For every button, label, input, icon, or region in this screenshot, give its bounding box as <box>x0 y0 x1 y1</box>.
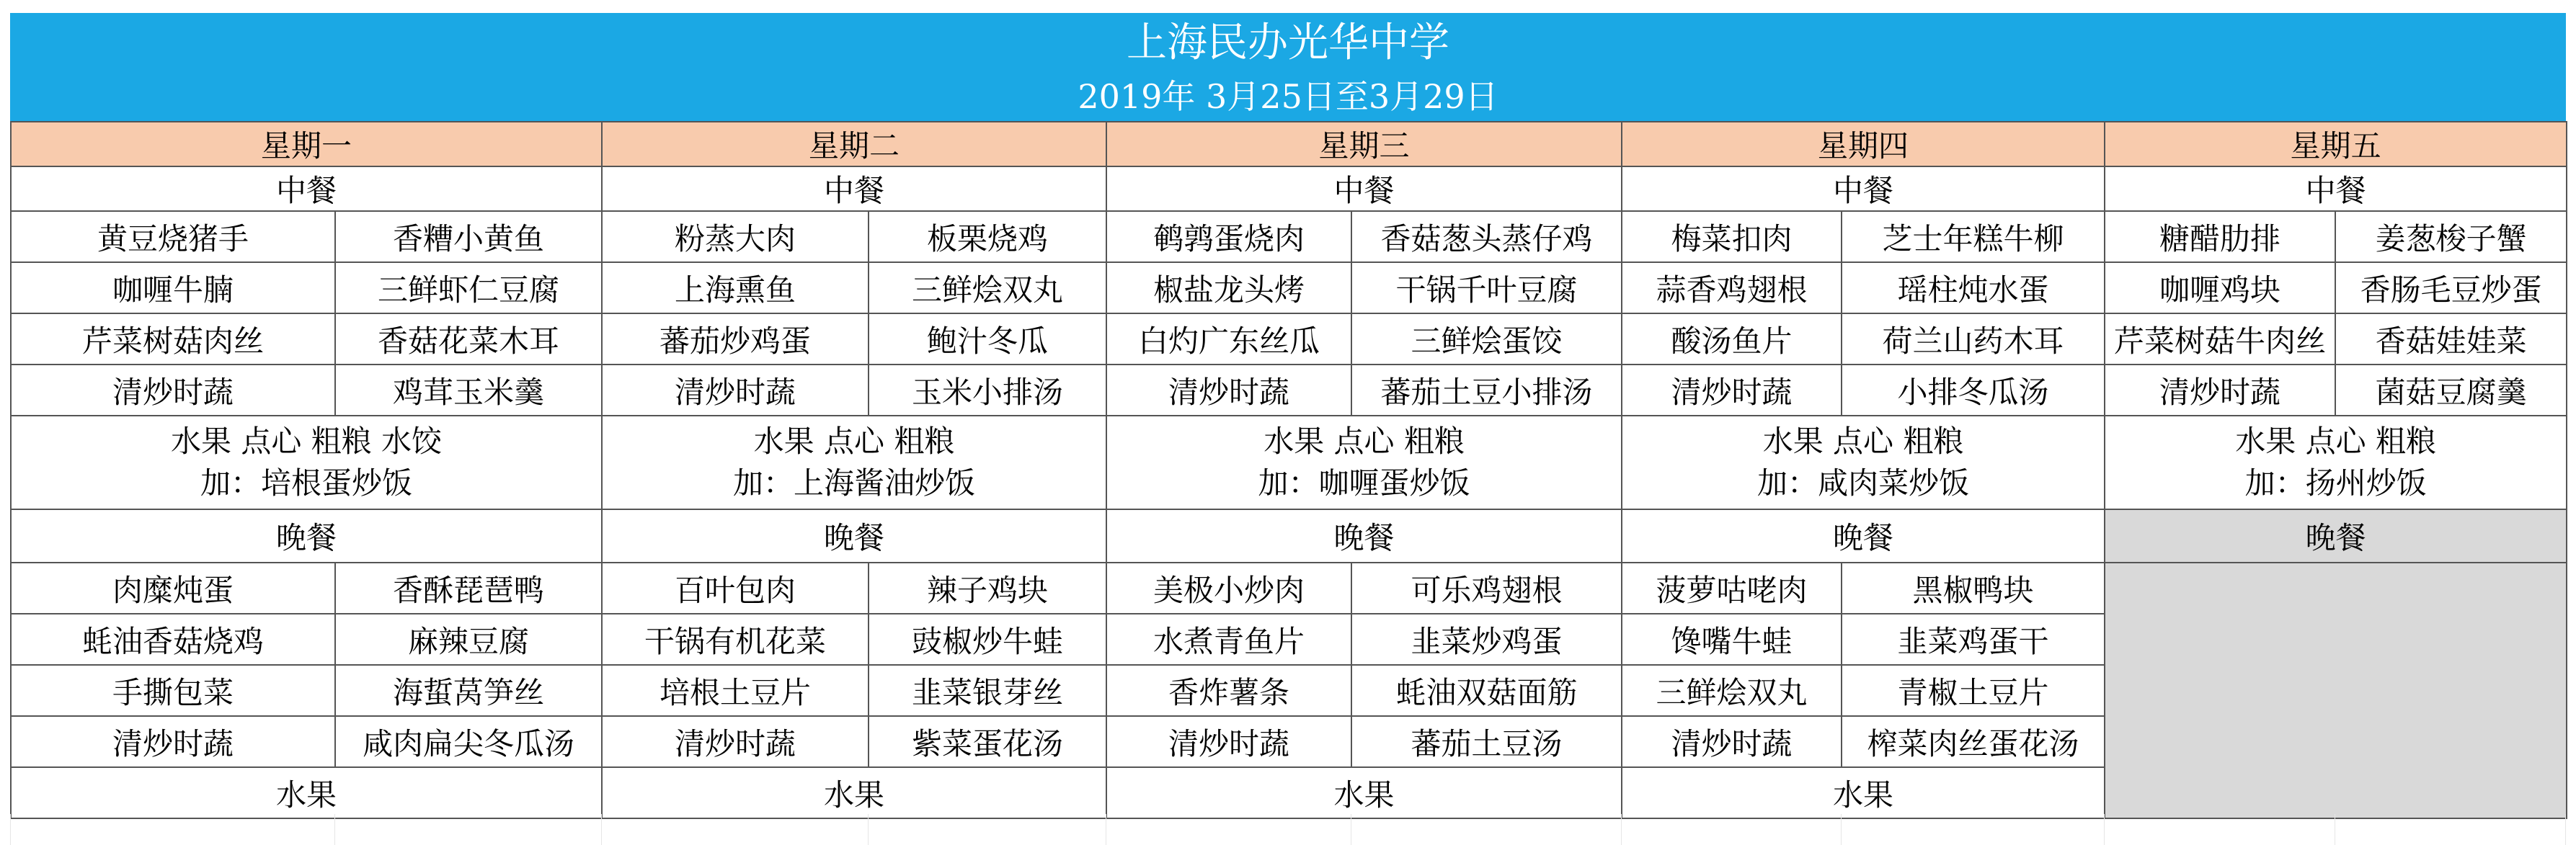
dinner-label: 晚餐 <box>2105 509 2567 563</box>
dish-cell: 韭菜炒鸡蛋 <box>1351 614 1622 665</box>
lunch-extra-cell <box>1622 416 2105 509</box>
lunch-label-row <box>11 166 2567 211</box>
dish-cell: 百叶包肉 <box>602 563 869 614</box>
dish-cell: 韭菜银芽丝 <box>869 665 1106 716</box>
day-header-tue: 星期二 <box>602 122 1106 166</box>
dish-cell: 蚝油香菇烧鸡 <box>11 614 335 665</box>
dish-cell: 黄豆烧猪手 <box>11 211 335 262</box>
lunch-label: 中餐 <box>1622 166 2105 211</box>
extra-items: 水果 点心 粗粮 水饺 <box>170 424 443 459</box>
dish-cell: 梅菜扣肉 <box>1622 211 1842 262</box>
dish-cell: 香菇葱头蒸仔鸡 <box>1351 211 1622 262</box>
dish-cell: 香糟小黄鱼 <box>335 211 602 262</box>
dish-cell: 香酥琵琶鸭 <box>335 563 602 614</box>
day-header-mon: 星期一 <box>11 122 602 166</box>
dish-cell: 清炒时蔬 <box>602 716 869 767</box>
dinner-dish-row <box>11 563 2567 614</box>
dish-cell: 芝士年糕牛柳 <box>1842 211 2105 262</box>
dinner-extra-cell: 水果 <box>1106 767 1622 818</box>
dish-cell: 瑶柱炖水蛋 <box>1842 262 2105 313</box>
dish-cell: 椒盐龙头烤 <box>1106 262 1351 313</box>
dish-cell: 麻辣豆腐 <box>335 614 602 665</box>
lunch-label: 中餐 <box>1106 166 1622 211</box>
weekly-menu-table <box>10 121 2567 819</box>
spreadsheet-gridlines <box>0 814 2576 845</box>
lunch-extra-cell <box>602 416 1106 509</box>
dish-cell: 小排冬瓜汤 <box>1842 365 2105 416</box>
dish-cell: 美极小炒肉 <box>1106 563 1351 614</box>
dish-cell: 糖醋肋排 <box>2105 211 2335 262</box>
dish-cell: 干锅有机花菜 <box>602 614 869 665</box>
lunch-dish-row <box>11 313 2567 365</box>
extra-fried-rice: 加：上海酱油炒饭 <box>733 465 976 501</box>
dish-cell: 手撕包菜 <box>11 665 335 716</box>
dish-cell: 粉蒸大肉 <box>602 211 869 262</box>
extra-fried-rice: 加：培根蛋炒饭 <box>200 465 413 501</box>
dish-cell: 板栗烧鸡 <box>869 211 1106 262</box>
dish-cell: 玉米小排汤 <box>869 365 1106 416</box>
dish-cell: 香炸薯条 <box>1106 665 1351 716</box>
dish-cell: 海蜇莴笋丝 <box>335 665 602 716</box>
lunch-dish-row <box>11 365 2567 416</box>
dinner-extra-cell: 水果 <box>602 767 1106 818</box>
dish-cell: 清炒时蔬 <box>1106 365 1351 416</box>
dish-cell: 菌菇豆腐羹 <box>2335 365 2567 416</box>
dish-cell: 清炒时蔬 <box>602 365 869 416</box>
dinner-extra-cell: 水果 <box>1622 767 2105 818</box>
day-header-wed: 星期三 <box>1106 122 1622 166</box>
dish-cell: 清炒时蔬 <box>1106 716 1351 767</box>
dish-cell: 芹菜树菇肉丝 <box>11 313 335 365</box>
dish-cell: 辣子鸡块 <box>869 563 1106 614</box>
dish-cell: 清炒时蔬 <box>1622 716 1842 767</box>
lunch-label: 中餐 <box>602 166 1106 211</box>
dish-cell: 干锅千叶豆腐 <box>1351 262 1622 313</box>
dinner-label: 晚餐 <box>1106 509 1622 563</box>
day-header-row <box>11 122 2567 166</box>
extra-items: 水果 点心 粗粮 <box>1762 424 1964 459</box>
dish-cell: 清炒时蔬 <box>11 716 335 767</box>
dish-cell: 豉椒炒牛蛙 <box>869 614 1106 665</box>
dish-cell: 白灼广东丝瓜 <box>1106 313 1351 365</box>
dish-cell: 三鲜烩蛋饺 <box>1351 313 1622 365</box>
dish-cell: 蕃茄土豆小排汤 <box>1351 365 1622 416</box>
dish-cell: 紫菜蛋花汤 <box>869 716 1106 767</box>
dish-cell: 清炒时蔬 <box>1622 365 1842 416</box>
dish-cell: 黑椒鸭块 <box>1842 563 2105 614</box>
dish-cell: 咖喱鸡块 <box>2105 262 2335 313</box>
day-header-thu: 星期四 <box>1622 122 2105 166</box>
dish-cell: 韭菜鸡蛋干 <box>1842 614 2105 665</box>
dish-cell: 香肠毛豆炒蛋 <box>2335 262 2567 313</box>
dish-cell: 香菇娃娃菜 <box>2335 313 2567 365</box>
dinner-extra-cell: 水果 <box>11 767 602 818</box>
extra-fried-rice: 加：扬州炒饭 <box>2244 465 2427 501</box>
dish-cell: 水煮青鱼片 <box>1106 614 1351 665</box>
dish-cell: 鲍汁冬瓜 <box>869 313 1106 365</box>
dish-cell: 三鲜虾仁豆腐 <box>335 262 602 313</box>
lunch-extra-cell <box>2105 416 2567 509</box>
dish-cell: 青椒土豆片 <box>1842 665 2105 716</box>
dish-cell: 鸡茸玉米羹 <box>335 365 602 416</box>
dish-cell: 香菇花菜木耳 <box>335 313 602 365</box>
dinner-label: 晚餐 <box>602 509 1106 563</box>
dish-cell: 三鲜烩双丸 <box>869 262 1106 313</box>
dish-cell: 榨菜肉丝蛋花汤 <box>1842 716 2105 767</box>
dish-cell: 鹌鹑蛋烧肉 <box>1106 211 1351 262</box>
title-banner <box>10 13 2566 121</box>
dinner-label: 晚餐 <box>1622 509 2105 563</box>
dish-cell: 蕃茄炒鸡蛋 <box>602 313 869 365</box>
dish-cell: 酸汤鱼片 <box>1622 313 1842 365</box>
dish-cell: 上海熏鱼 <box>602 262 869 313</box>
lunch-label: 中餐 <box>2105 166 2567 211</box>
lunch-extra-cell <box>11 416 602 509</box>
dish-cell: 蕃茄土豆汤 <box>1351 716 1622 767</box>
extra-items: 水果 点心 粗粮 <box>1263 424 1465 459</box>
dish-cell: 咸肉扁尖冬瓜汤 <box>335 716 602 767</box>
dish-cell: 馋嘴牛蛙 <box>1622 614 1842 665</box>
friday-dinner-empty-cell <box>2105 563 2567 818</box>
dish-cell: 姜葱梭子蟹 <box>2335 211 2567 262</box>
dish-cell: 荷兰山药木耳 <box>1842 313 2105 365</box>
dish-cell: 清炒时蔬 <box>11 365 335 416</box>
dish-cell: 菠萝咕咾肉 <box>1622 563 1842 614</box>
dinner-label: 晚餐 <box>11 509 602 563</box>
school-title: 上海民办光华中学 <box>1127 19 1449 66</box>
lunch-dish-row <box>11 211 2567 262</box>
lunch-dish-row <box>11 262 2567 313</box>
extra-fried-rice: 加：咖喱蛋炒饭 <box>1258 465 1470 501</box>
dish-cell: 清炒时蔬 <box>2105 365 2335 416</box>
date-range: 2019年 3月25日至3月29日 <box>1078 77 1498 116</box>
dish-cell: 咖喱牛腩 <box>11 262 335 313</box>
extra-fried-rice: 加：咸肉菜炒饭 <box>1757 465 1970 501</box>
dish-cell: 蚝油双菇面筋 <box>1351 665 1622 716</box>
dish-cell: 三鲜烩双丸 <box>1622 665 1842 716</box>
dish-cell: 培根土豆片 <box>602 665 869 716</box>
extra-items: 水果 点心 粗粮 <box>2235 424 2436 459</box>
day-header-fri: 星期五 <box>2105 122 2567 166</box>
lunch-label: 中餐 <box>11 166 602 211</box>
dinner-label-row <box>11 509 2567 563</box>
dish-cell: 蒜香鸡翅根 <box>1622 262 1842 313</box>
extra-items: 水果 点心 粗粮 <box>753 424 955 459</box>
lunch-extra-row <box>11 416 2567 509</box>
dish-cell: 可乐鸡翅根 <box>1351 563 1622 614</box>
dish-cell: 肉糜炖蛋 <box>11 563 335 614</box>
lunch-extra-cell <box>1106 416 1622 509</box>
dish-cell: 芹菜树菇牛肉丝 <box>2105 313 2335 365</box>
